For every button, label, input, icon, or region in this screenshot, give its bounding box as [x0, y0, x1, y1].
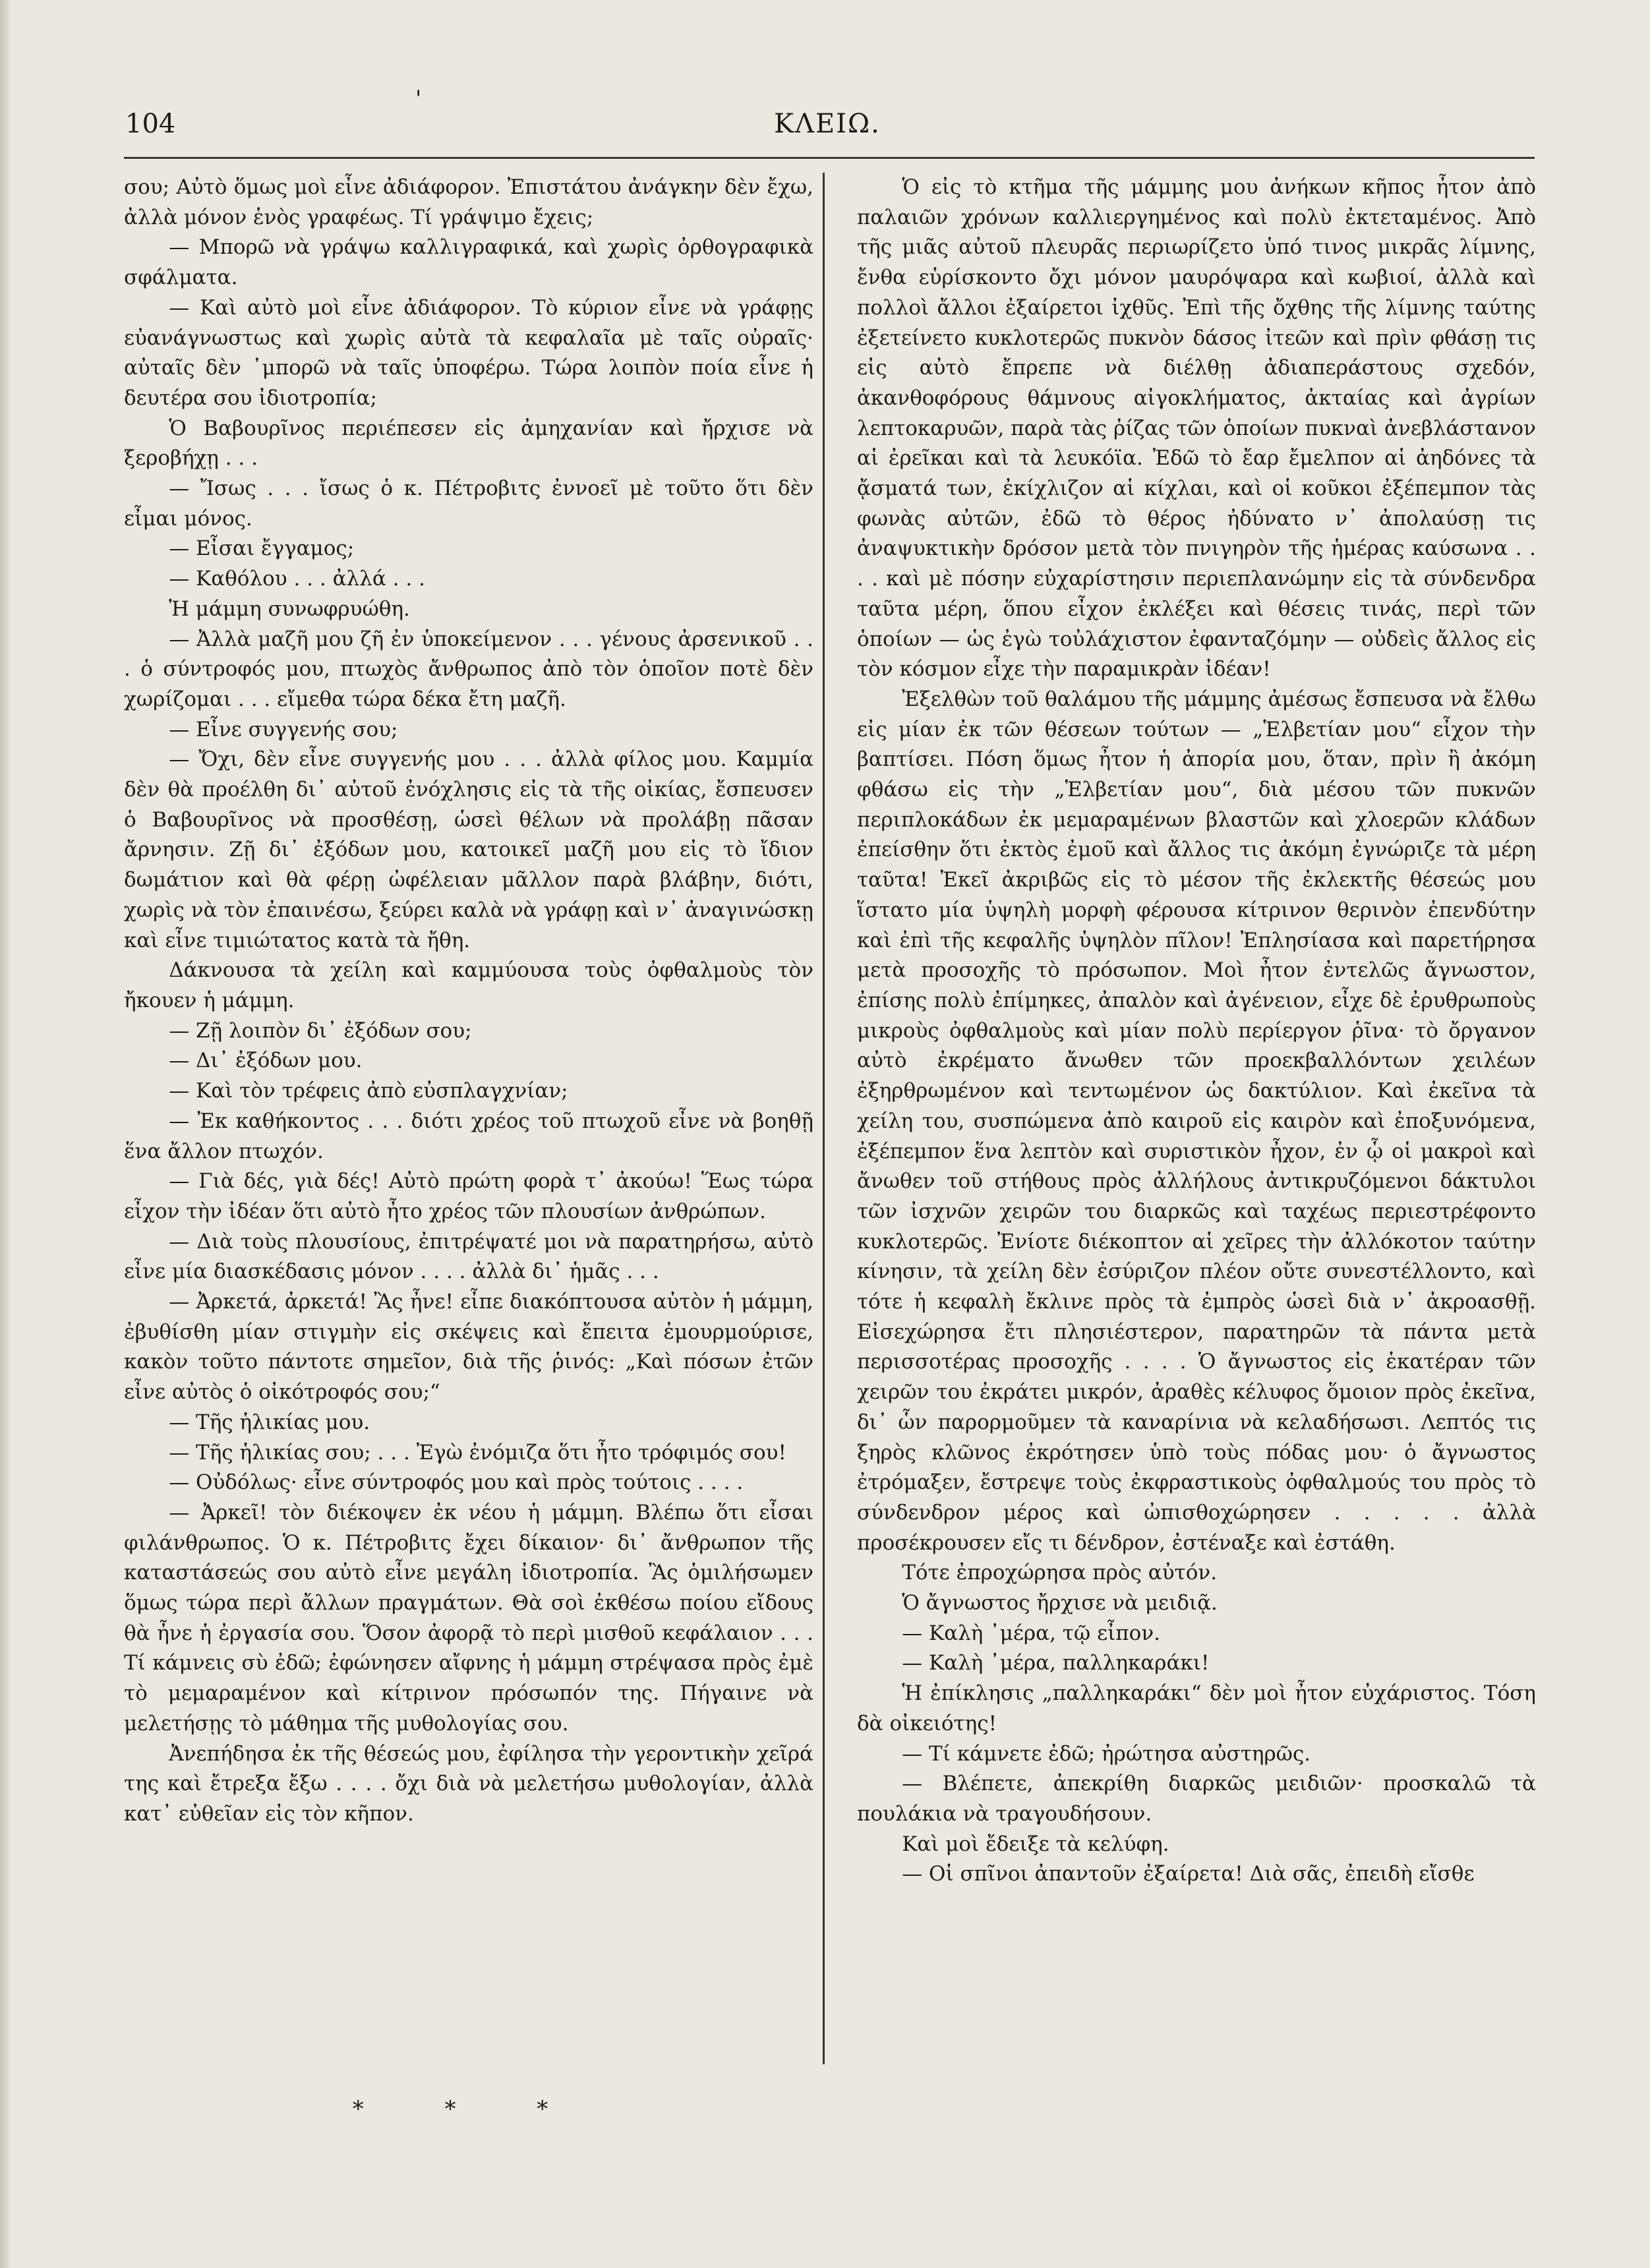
paragraph: — Δι᾽ ἐξόδων μου.: [169, 1049, 363, 1073]
paragraph: — Ἴσως . . . ἴσως ὁ κ. Πέτροβιτς ἐννοεῖ μὲ τοῦτο ὅτι δὲν εἶμαι μόνος.: [124, 477, 813, 531]
paragraph: — Καλὴ ᾽μέρα, τῷ εἶπον.: [902, 1621, 1161, 1645]
paragraph: — Τί κάμνετε ἐδῶ; ἠρώτησα αὐστηρῶς.: [902, 1741, 1311, 1766]
paragraph: Ἀνεπήδησα ἐκ τῆς θέσεώς μου, ἐφίλησα τὴν γεροντικὴν χεῖρά της καὶ ἔτρεξα ἔξω . . . . ὄχι διὰ νὰ μελετήσω μυθολογίαν, ἀλλὰ κατ᾽ εὐθεῖαν εἰς τὸν κῆπον.: [124, 1741, 813, 1826]
paragraph: Τότε ἐπροχώρησα πρὸς αὐτόν.: [902, 1561, 1218, 1585]
paragraph: — Βλέπετε, ἀπεκρίθη διαρκῶς μειδιῶν· προσκαλῶ τὰ πουλάκια νὰ τραγουδήσουν.: [857, 1772, 1536, 1826]
paragraph: σου; Αὐτὸ ὅμως μοὶ εἶνε ἀδιάφορον. Ἐπιστάτου ἀνάγκην δὲν ἔχω, ἀλλὰ μόνον ἑνὸς γραφέως. Τί γράψιμο ἔχεις;: [124, 175, 813, 229]
ink-mark: ': [415, 86, 422, 112]
page-header: [125, 86, 1529, 145]
paragraph: Ἡ ἐπίκλησις „παλληκαράκι“ δὲν μοὶ ἦτον εὐχάριστος. Τόση δὰ οἰκειότης!: [857, 1681, 1536, 1735]
paragraph: — Ὄχι, δὲν εἶνε συγγενής μου . . . ἀλλὰ φίλος μου. Καμμία δὲν θὰ προέλθη δι᾽ αὐτοῦ ἐνόχλησις εἰς τὰ τῆς οἰκίας, ἔσπευσεν ὁ Βαβουρῖνος νὰ προσθέσῃ, ὡσεὶ θέλων νὰ προλάβῃ πᾶσαν ἄρνησιν. Ζῇ δι᾽ ἐξόδων μου, κατοικεῖ μαζῆ μου εἰς τὸ ἴδιον δωμάτιον καὶ θὰ φέρῃ ὠφέλειαν μᾶλλον παρὰ βλάβην, διότι, χωρὶς νὰ τὸν ἐπαινέσω, ξεύρει καλὰ νὰ γράφῃ καὶ ν᾽ ἀναγινώσκῃ καὶ εἶνε τιμιώτατος κατὰ τὰ ἤθη.: [124, 747, 813, 952]
paragraph: — Ἀλλὰ μαζῆ μου ζῆ ἐν ὑποκείμενον . . . γένους ἀρσενικοῦ . . . ὁ σύντροφός μου, πτωχὸς ἄνθρωπος ἀπὸ τὸν ὁποῖον ποτὲ δὲν χωρίζομαι . . . εἴμεθα τώρα δέκα ἔτη μαζῆ.: [124, 627, 813, 711]
left-column: [124, 173, 813, 1830]
column-divider: [823, 173, 825, 2064]
paragraph: — Καὶ αὐτὸ μοὶ εἶνε ἀδιάφορον. Τὸ κύριον εἶνε νὰ γράφῃς εὐανάγνωστως καὶ χωρὶς αὐτὰ τὰ κεφαλαῖα μὲ ταῖς οὐραῖς· αὐταῖς δὲν ᾽μπορῶ νὰ ταῖς ὑποφέρω. Τώρα λοιπὸν ποία εἶνε ἡ δευτέρα σου ἰδιοτροπία;: [124, 295, 813, 410]
page-number: 104: [125, 109, 176, 139]
paragraph: — Ἐκ καθήκοντος . . . διότι χρέος τοῦ πτωχοῦ εἶνε νὰ βοηθῇ ἕνα ἄλλον πτωχόν.: [124, 1109, 813, 1163]
paragraph: — Ἀρκεῖ! τὸν διέκοψεν ἐκ νέου ἡ μάμμη. Βλέπω ὅτι εἶσαι φιλάνθρωπος. Ὁ κ. Πέτροβιτς ἔχει δίκαιον· δι᾽ ἄνθρωπον τῆς καταστάσεώς σου αὐτὸ εἶνε μεγάλη ἰδιοτροπία. Ἂς ὁμιλήσωμεν ὅμως τώρα περὶ ἄλλων πραγμάτων. Θὰ σοὶ ἐκθέσω ποίου εἴδους θὰ ἦνε ἡ ἐργασία σου. Ὅσον ἀφορᾷ τὸ περὶ μισθοῦ κεφάλαιον . . . Τί κάμνεις σὺ ἐδῶ; ἐφώνησεν αἴφνης ἡ μάμμη στρέψασα πρὸς ἐμὲ τὸ μεμαραμένον καὶ κίτρινον πρόσωπόν της. Πήγαινε νὰ μελετήσῃς τὸ μάθημα τῆς μυθολογίας σου.: [124, 1500, 813, 1735]
paragraph: — Ἀρκετά, ἀρκετά! Ἂς ἦνε! εἶπε διακόπτουσα αὐτὸν ἡ μάμμη, ἐβυθίσθη μίαν στιγμὴν εἰς σκέψεις καὶ ἔπειτα ἐμουρμούρισε, κακὸν τοῦτο πάντοτε σημεῖον, διὰ τῆς ῥινός: „Καὶ πόσων ἐτῶν εἶνε αὐτὸς ὁ οἰκότροφός σου;“: [124, 1290, 813, 1405]
right-column: [857, 173, 1536, 1890]
paragraph: Ἡ μάμμη συνωφρυώθη.: [169, 596, 410, 621]
paragraph: — Καθόλου . . . ἀλλά . . .: [169, 567, 425, 591]
paragraph: Καὶ μοὶ ἔδειξε τὰ κελύφη.: [902, 1832, 1169, 1856]
paragraph: — Οἱ σπῖνοι ἀπαντοῦν ἐξαίρετα! Διὰ σᾶς, ἐπειδὴ εἴσθε: [902, 1862, 1475, 1886]
paragraph: — Καλὴ ᾽μέρα, παλληκαράκι!: [902, 1651, 1210, 1675]
header-rule: [124, 157, 1535, 159]
paragraph: Δάκνουσα τὰ χείλη καὶ καμμύουσα τοὺς ὀφθαλμοὺς τὸν ἤκουεν ἡ μάμμη.: [124, 958, 813, 1012]
paragraph: — Καὶ τὸν τρέφεις ἀπὸ εὐσπλαγχνίαν;: [169, 1079, 568, 1103]
page-edge-shadow: [0, 0, 12, 2268]
paragraph: — Εἶνε συγγενής σου;: [169, 717, 398, 741]
paragraph: — Γιὰ δές, γιὰ δές! Αὐτὸ πρώτη φορὰ τ᾽ ἀκούω! Ἕως τώρα εἶχον τὴν ἰδέαν ὅτι αὐτὸ ἦτο χρέος τῶν πλουσίων ἀνθρώπων.: [124, 1169, 813, 1223]
paragraph: — Οὐδόλως· εἶνε σύντροφός μου καὶ πρὸς τούτοις . . . .: [169, 1470, 744, 1495]
paragraph: — Διὰ τοὺς πλουσίους, ἐπιτρέψατέ μοι νὰ παρατηρήσω, αὐτὸ εἶνε μία διασκέδασις μόνον . . . . ἀλλὰ δι᾽ ἡμᾶς . . .: [124, 1229, 813, 1284]
section-break: * * *: [352, 2096, 585, 2122]
paragraph: — Τῆς ἡλικίας μου.: [169, 1410, 370, 1434]
paragraph: Ἐξελθὼν τοῦ θαλάμου τῆς μάμμης ἀμέσως ἔσπευσα νὰ ἔλθω εἰς μίαν ἐκ τῶν θέσεων τούτων — „Ἑλβετίαν μου“ εἶχον τὴν βαπτίσει. Πόση ὅμως ἦτον ἡ ἀπορία μου, ὅταν, πρὶν ἢ ἀκόμη φθάσω εἰς τὴν „Ἑλβετίαν μου“, διὰ μέσου τῶν πυκνῶν περιπλοκάδων ἐκ μεμαραμένων βλαστῶν καὶ χλοερῶν κλάδων ἐπείσθην ὅτι ἐκτὸς ἐμοῦ καὶ ἄλλος τις ἀκόμη ἐγνώριζε τὰ μέρη ταῦτα! Ἐκεῖ ἀκριβῶς εἰς τὸ μέσον τῆς ἐκλεκτῆς θέσεώς μου ἵστατο μία ὑψηλὴ μορφὴ φέρουσα κίτρινον θερινὸν ἐπενδύτην καὶ ἐπὶ τῆς κεφαλῆς ὑψηλὸν πῖλον! Ἐπλησίασα καὶ παρετήρησα μετὰ προσοχῆς τὸ πρόσωπον. Μοὶ ἦτον ἐντελῶς ἄγνωστον, ἐπίσης πολὺ ἐπίμηκες, ἀπαλὸν καὶ ἀγένειον, εἶχε δὲ ἐρυθρωποὺς μικροὺς ὀφθαλμοὺς καὶ μίαν πολὺ περίεργον ῥῖνα· τὸ ὄργανον αὐτὸ ἐκρέματο ἄνωθεν τῶν προεκβαλλόντων χειλέων ἐξηρθρωμένον καὶ τεντωμένον ὡς δακτύλιον. Καὶ ἐκεῖνα τὰ χείλη του, συσπώμενα ἀπὸ καιροῦ εἰς καιρὸν καὶ ἐποξυνόμενα, ἐξέπεμπον ἕνα λεπτὸν καὶ συριστικὸν ἦχον, ἐν ᾧ οἱ μακροὶ καὶ ἄνωθεν τοῦ στήθους πρὸς ἀλλήλους ἀντικρυζόμενοι δάκτυλοι τῶν ἰσχνῶν χειρῶν του διαρκῶς καὶ ταχέως περιεστρέφοντο κυκλοτερῶς. Ἐνίοτε διέκοπτον αἱ χεῖρες τὴν ἀλλόκοτον ταύτην κίνησιν, τὰ χείλη δὲν ἐσύριζον πλέον οὔτε συνεστέλλοντο, καὶ τότε ἡ κεφαλὴ ἔκλινε πρὸς τὰ ἐμπρὸς ὡσεὶ διὰ ν᾽ ἀκροασθῇ. Εἰσεχώρησα ἔτι πλησιέστερον, παρατηρῶν τὰ πάντα μετὰ περισσοτέρας προσοχῆς . . . . Ὁ ἄγνωστος εἰς ἑκατέραν τῶν χειρῶν του ἐκράτει μικρόν, ἀραθὲς κέλυφος ὅμοιον πρὸς ἐκεῖνα, δι᾽ ὧν παρορμοῦμεν τὰ καναρίνια νὰ κελαδήσωσι. Λεπτός τις ξηρὸς κλῶνος ἐκρότησεν ὑπὸ τοὺς πόδας μου· ὁ ἄγνωστος ἐτρόμαξεν, ἔστρεψε τοὺς ἐκφραστικοὺς ὀφθαλμούς του πρὸς τὸ σύνδενδρον μέρος καὶ ὠπισθοχώρησεν . . . . . ἀλλὰ προσέκρουσεν εἴς τι δένδρον, ἐστέναξε καὶ ἐστάθη.: [857, 687, 1536, 1555]
paragraph: Ὁ εἰς τὸ κτῆμα τῆς μάμμης μου ἀνήκων κῆπος ἦτον ἀπὸ παλαιῶν χρόνων καλλιεργημένος καὶ πολὺ ἐκτεταμένος. Ἀπὸ τῆς μιᾶς αὐτοῦ πλευρᾶς περιωρίζετο ὑπό τινος μικρᾶς λίμνης, ἔνθα εὑρίσκοντο ὄχι μόνον μαυρόψαρα καὶ κωβιοί, ἀλλὰ καὶ πολλοὶ ἄλλοι ἐξαίρετοι ἰχθῦς. Ἐπὶ τῆς ὄχθης τῆς λίμνης ταύτης ἐξετείνετο κυκλοτερῶς πυκνὸν δάσος ἰτεῶν καὶ πρὶν φθάσῃ τις εἰς αὐτὸ ἔπρεπε νὰ διέλθῃ ἀδιαπεράστους σχεδόν, ἀκανθοφόρους θάμνους αἰγοκλήματος, ἀκταίας καὶ ἀγρίων λεπτοκαρυῶν, παρὰ τὰς ῥίζας τῶν ὁποίων πυκναὶ ἀνεβλάστανον αἱ ἐρεῖκαι καὶ τὰ λευκόϊα. Ἐδῶ τὸ ἔαρ ἔμελπον αἱ ἀηδόνες τὰ ᾄσματά των, ἐκίχλιζον αἱ κίχλαι, καὶ οἱ κοῦκοι ἐξέπεμπον τὰς φωνὰς αὐτῶν, ἐδῶ τὸ θέρος ἠδύνατο ν᾽ ἀπολαύσῃ τις ἀναψυκτικὴν δρόσον μετὰ τὸν πνιγηρὸν τῆς ἡμέρας καύσωνα . . . . καὶ μὲ πόσην εὐχαρίστησιν περιεπλανώμην εἰς τὰ σύνδενδρα ταῦτα μέρη, ὅπου εἶχον ἐκλέξει καὶ θέσεις τινάς, περὶ τῶν ὁποίων — ὡς ἐγὼ τοὐλάχιστον ἐφανταζόμην — οὐδεὶς ἄλλος εἰς τὸν κόσμον εἶχε τὴν παραμικρὰν ἰδέαν!: [857, 175, 1536, 682]
paragraph: — Μπορῶ νὰ γράψω καλλιγραφικά, καὶ χωρὶς ὀρθογραφικὰ σφάλματα.: [124, 235, 813, 290]
paragraph: — Ζῇ λοιπὸν δι᾽ ἐξόδων σου;: [169, 1018, 472, 1043]
paragraph: Ὁ ἄγνωστος ἤρχισε νὰ μειδιᾷ.: [902, 1591, 1218, 1615]
paragraph: Ὁ Βαβουρῖνος περιέπεσεν εἰς ἀμηχανίαν καὶ ἤρχισε νὰ ξεροβήχῃ . . .: [124, 416, 813, 471]
running-title: ΚΛΕΙΩ.: [774, 109, 881, 139]
paragraph: — Εἶσαι ἔγγαμος;: [169, 537, 355, 561]
paragraph: — Τῆς ἡλικίας σου; . . . Ἐγὼ ἐνόμιζα ὅτι ἦτο τρόφιμός σου!: [169, 1440, 786, 1465]
